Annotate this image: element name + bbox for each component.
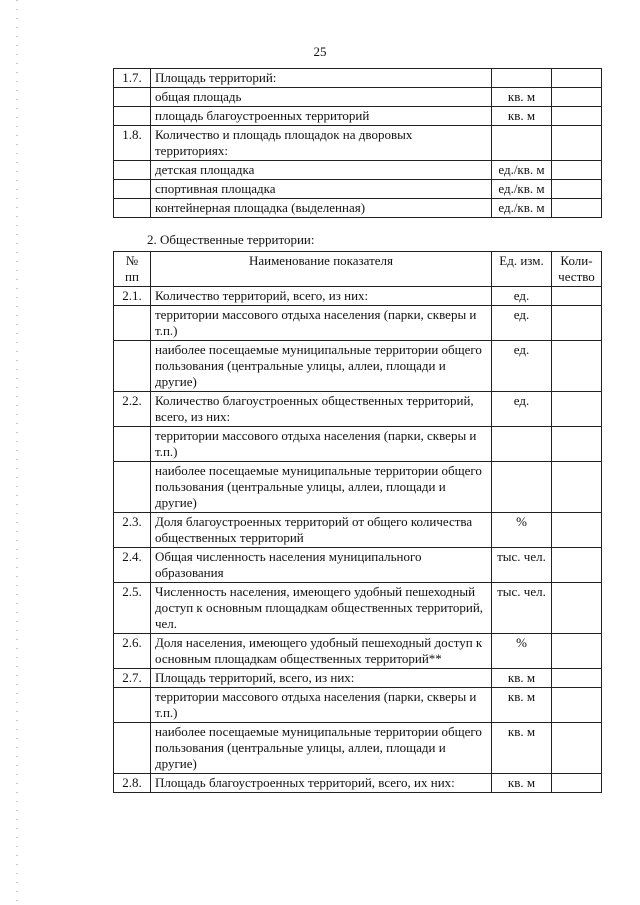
table-row <box>114 287 602 306</box>
row-unit: % <box>492 513 552 548</box>
header-qty: Коли-чество <box>552 252 602 287</box>
row-quantity <box>552 427 602 462</box>
page-number: 25 <box>313 44 327 59</box>
row-unit: кв. м <box>492 774 552 793</box>
row-unit: ед./кв. м <box>492 161 552 180</box>
row-unit: ед. <box>492 392 552 427</box>
row-indicator-name: Доля населения, имеющего удобный пешеходный доступ к основным площадкам общественных территорий** <box>151 634 492 669</box>
table-row <box>114 392 602 427</box>
row-quantity <box>552 688 602 723</box>
row-quantity <box>552 462 602 513</box>
row-number <box>114 688 151 723</box>
row-quantity <box>552 69 602 88</box>
row-number: 2.1. <box>114 287 151 306</box>
row-indicator-name: территории массового отдыха населения (парки, скверы и т.п.) <box>151 306 492 341</box>
table-row <box>114 126 602 161</box>
table-row <box>114 107 602 126</box>
row-indicator-name: площадь благоустроенных территорий <box>151 107 492 126</box>
table-row <box>114 634 602 669</box>
row-quantity <box>552 723 602 774</box>
row-unit: ед./кв. м <box>492 180 552 199</box>
table-row <box>114 199 602 218</box>
row-indicator-name: территории массового отдыха населения (парки, скверы и т.п.) <box>151 688 492 723</box>
row-unit <box>492 462 552 513</box>
row-number <box>114 180 151 199</box>
table2-body <box>114 287 602 793</box>
table-row <box>114 88 602 107</box>
row-unit: кв. м <box>492 88 552 107</box>
row-indicator-name: Количество благоустроенных общественных территорий, всего, из них: <box>151 392 492 427</box>
row-unit: тыс. чел. <box>492 583 552 634</box>
row-number: 1.8. <box>114 126 151 161</box>
table-row <box>114 306 602 341</box>
row-number <box>114 427 151 462</box>
row-quantity <box>552 583 602 634</box>
row-number: 2.7. <box>114 669 151 688</box>
row-unit <box>492 427 552 462</box>
row-quantity <box>552 126 602 161</box>
row-indicator-name: Количество и площадь площадок на дворовых территориях: <box>151 126 492 161</box>
row-quantity <box>552 107 602 126</box>
row-indicator-name: Площадь территорий: <box>151 69 492 88</box>
row-number: 2.4. <box>114 548 151 583</box>
row-quantity <box>552 88 602 107</box>
header-name: Наименование показателя <box>151 252 492 287</box>
table-header-row <box>114 252 602 287</box>
row-number <box>114 199 151 218</box>
row-number: 2.3. <box>114 513 151 548</box>
row-number <box>114 306 151 341</box>
row-number <box>114 341 151 392</box>
row-number: 2.5. <box>114 583 151 634</box>
row-unit: кв. м <box>492 688 552 723</box>
row-unit <box>492 126 552 161</box>
row-quantity <box>552 669 602 688</box>
table-row <box>114 427 602 462</box>
row-quantity <box>552 161 602 180</box>
row-indicator-name: контейнерная площадка (выделенная) <box>151 199 492 218</box>
row-quantity <box>552 306 602 341</box>
row-unit: ед. <box>492 341 552 392</box>
row-unit: тыс. чел. <box>492 548 552 583</box>
row-indicator-name: Общая численность населения муниципального образования <box>151 548 492 583</box>
row-indicator-name: Доля благоустроенных территорий от общего количества общественных территорий <box>151 513 492 548</box>
row-unit: кв. м <box>492 723 552 774</box>
row-indicator-name: спортивная площадка <box>151 180 492 199</box>
row-indicator-name: наиболее посещаемые муниципальные территории общего пользования (центральные улицы, аллеи, площади и другие) <box>151 462 492 513</box>
row-unit: ед. <box>492 287 552 306</box>
row-number: 2.2. <box>114 392 151 427</box>
row-indicator-name: наиболее посещаемые муниципальные территории общего пользования (центральные улицы, аллеи, площади и другие) <box>151 723 492 774</box>
row-number: 2.8. <box>114 774 151 793</box>
row-quantity <box>552 341 602 392</box>
row-number: 2.6. <box>114 634 151 669</box>
row-indicator-name: детская площадка <box>151 161 492 180</box>
public-territories-table <box>113 251 602 793</box>
table-row <box>114 548 602 583</box>
row-indicator-name: Площадь благоустроенных территорий, всего, их них: <box>151 774 492 793</box>
row-quantity <box>552 548 602 583</box>
row-number <box>114 161 151 180</box>
table-row <box>114 161 602 180</box>
row-number <box>114 88 151 107</box>
row-quantity <box>552 774 602 793</box>
table-row <box>114 341 602 392</box>
header-unit: Ед. изм. <box>492 252 552 287</box>
header-num: № пп <box>114 252 151 287</box>
row-indicator-name: наиболее посещаемые муниципальные территории общего пользования (центральные улицы, аллеи, площади и другие) <box>151 341 492 392</box>
table-row <box>114 462 602 513</box>
row-quantity <box>552 634 602 669</box>
row-unit: ед./кв. м <box>492 199 552 218</box>
row-number <box>114 723 151 774</box>
table-row <box>114 669 602 688</box>
row-unit: ед. <box>492 306 552 341</box>
row-indicator-name: Количество территорий, всего, из них: <box>151 287 492 306</box>
row-indicator-name: территории массового отдыха населения (парки, скверы и т.п.) <box>151 427 492 462</box>
row-quantity <box>552 287 602 306</box>
table-row <box>114 583 602 634</box>
section-title: 2. Общественные территории: <box>147 232 315 247</box>
indicators-table-continued <box>113 68 602 218</box>
row-number <box>114 462 151 513</box>
row-quantity <box>552 180 602 199</box>
row-unit: кв. м <box>492 107 552 126</box>
binding-margin-dots <box>16 0 18 905</box>
table-row <box>114 688 602 723</box>
table-row <box>114 774 602 793</box>
row-unit <box>492 69 552 88</box>
row-indicator-name: Площадь территорий, всего, из них: <box>151 669 492 688</box>
table-row <box>114 513 602 548</box>
row-quantity <box>552 392 602 427</box>
table-row <box>114 723 602 774</box>
row-indicator-name: Численность населения, имеющего удобный пешеходный доступ к основным площадкам общественных территорий, чел. <box>151 583 492 634</box>
table-row <box>114 180 602 199</box>
row-quantity <box>552 513 602 548</box>
row-unit: % <box>492 634 552 669</box>
row-unit: кв. м <box>492 669 552 688</box>
row-quantity <box>552 199 602 218</box>
row-indicator-name: общая площадь <box>151 88 492 107</box>
row-number <box>114 107 151 126</box>
table-row <box>114 69 602 88</box>
table1-body <box>114 69 602 218</box>
row-number: 1.7. <box>114 69 151 88</box>
